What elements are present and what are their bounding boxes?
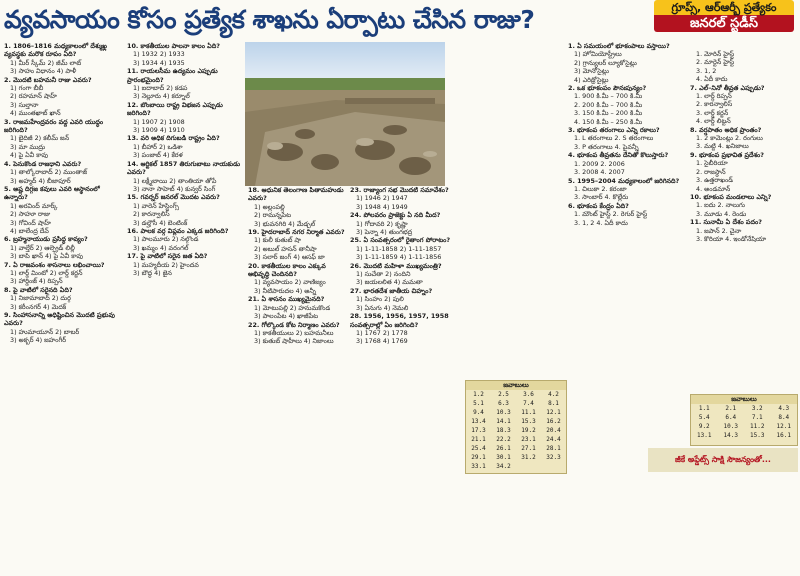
answer-cell: 11.1 bbox=[521, 409, 536, 416]
answer-row bbox=[691, 431, 797, 440]
question-text: 17. పై వాటిలో సరైన జత ఏది? bbox=[127, 252, 208, 261]
answer-option: 1) మహ్మదీయ 2) హైందవ bbox=[133, 260, 199, 269]
question-text: 8. వర్షపాతం అధిక ప్రాంతం? bbox=[690, 125, 762, 134]
question-text: 1. ఏ సమయంలో భూకంపాలు వస్తాయి? bbox=[568, 42, 670, 50]
answer-cell: 32.3 bbox=[546, 454, 561, 461]
answer-cell: 4.3 bbox=[778, 405, 790, 412]
question-text: 9. సింహాసనాన్ని అధిష్టించిన మొదటి ప్రభువు ఎవరు? bbox=[4, 311, 115, 328]
landscape-photo bbox=[245, 42, 445, 186]
answer-option: 3) అహ్మద్ 4) బీజాపూర్ bbox=[10, 176, 71, 185]
answer-option: 1) 1-11-1858 2) 1-11-1857 bbox=[356, 244, 442, 253]
answer-option: 1) కులీ కుతుబ్ షా bbox=[254, 236, 301, 245]
answer-row bbox=[466, 399, 566, 408]
answer-row bbox=[466, 444, 566, 453]
answer-option: 1. సైబీరియా bbox=[696, 159, 728, 168]
answer-cell: 27.1 bbox=[521, 445, 536, 452]
question-item bbox=[127, 101, 242, 135]
answer-option: 3. కొరియా 4. ఇండోనేషియా bbox=[696, 234, 767, 243]
answer-option: 2. కారన్వాలిస్ bbox=[696, 100, 733, 109]
answer-option: 3. లార్డ్ కర్జన్ bbox=[696, 108, 729, 117]
question-item bbox=[248, 262, 346, 296]
answer-option: 3) పెన్నా 4) తుంగభద్ర bbox=[356, 228, 413, 237]
answer-option: 1. ఐదు 2. నాలుగు bbox=[696, 201, 745, 210]
answer-option: 1) బైదిజీ 2) కలీమ్ జన్ bbox=[10, 134, 70, 143]
answer-option: 1. L తరంగాలు 2. S తరంగాలు bbox=[574, 134, 654, 143]
question-text: 23. రాజ్యాంగ సభ మొదటి సమావేశం? bbox=[350, 186, 449, 194]
answer-cell: 21.1 bbox=[471, 436, 486, 443]
answer-option: 3. 1, 2 bbox=[696, 66, 717, 75]
answer-cell: 23.1 bbox=[521, 436, 536, 443]
question-text: 10. కాకతీయుల పాలనా కాలం ఏది? bbox=[127, 42, 220, 50]
question-item bbox=[4, 311, 124, 345]
answer-option: 2) అబుల్ హసన్ తానీషా bbox=[254, 244, 317, 253]
answer-option: 1) పాలమూరు 2) నల్గొండ bbox=[133, 235, 199, 244]
question-item bbox=[690, 50, 798, 84]
question-text: 27. భారతదేశ జాతీయ చిహ్నం? bbox=[350, 286, 433, 295]
answer-option: 3. మట్టి 4. ఖనిజాలు bbox=[696, 142, 749, 151]
answer-option: 1) 1907 2) 1908 bbox=[133, 117, 185, 126]
question-text: 4. పెనుకొండ రాజధాని ఎవరు? bbox=[4, 159, 82, 168]
answer-cell: 31.2 bbox=[521, 454, 536, 461]
answer-cell: 18.3 bbox=[496, 427, 511, 434]
question-text: 8. పై వాటిలో సరైనది ఏది? bbox=[4, 285, 73, 294]
answer-cell: 16.1 bbox=[776, 432, 791, 439]
answer-cell: 15.3 bbox=[521, 418, 536, 425]
answer-option: 1) అరవింద్ మార్క్ bbox=[10, 201, 58, 210]
answer-cell: 14.3 bbox=[723, 432, 738, 439]
answer-cell bbox=[541, 462, 566, 471]
answer-row bbox=[466, 453, 566, 462]
answer-cell: 34.2 bbox=[496, 463, 511, 470]
question-item bbox=[4, 261, 124, 286]
question-text: 14. ఆర్టికల్ 1857 తిరుగుబాటు నాయకుడు ఎవరు? bbox=[127, 159, 241, 177]
answer-cell: 30.1 bbox=[496, 454, 511, 461]
question-text: 9. భూకంప ప్రభావిత ప్రదేశం? bbox=[690, 150, 765, 159]
question-text: 13. వరి అధిక దిగుబడి రాష్ట్రం ఏది? bbox=[127, 134, 220, 143]
answer-row bbox=[466, 462, 566, 471]
question-text: 18. ఆధునిక తెలంగాణ పితామహుడు ఎవరు? bbox=[248, 186, 344, 203]
answer-option: 3) పాలంపేట 4) ఖాజీపేట bbox=[254, 312, 319, 321]
answer-row bbox=[466, 390, 566, 399]
answer-option: 3) అక్బర్ 4) జహంగీర్ bbox=[10, 336, 67, 345]
question-text: 26. మొదటి మహిళా ముఖ్యమంత్రి? bbox=[350, 261, 442, 270]
answer-row bbox=[691, 404, 797, 413]
question-column-1 bbox=[4, 42, 124, 472]
answer-option: 3) సలార్ జంగ్ 4) ఆసఫ్ జా bbox=[254, 253, 325, 262]
answer-option: 1) మోటుపల్లి 2) హనుమకొండ bbox=[254, 303, 331, 312]
question-item bbox=[350, 262, 462, 287]
question-column-6 bbox=[690, 50, 798, 360]
answer-option: 4) ఎరిథ్రోసైట్లు bbox=[574, 75, 609, 84]
answer-option: 3) నెల్లూరు 4) కర్నూల్ bbox=[133, 92, 190, 101]
question-text: 21. ఏ శాసనం ముఖ్యమైనది? bbox=[248, 295, 325, 304]
question-item bbox=[568, 84, 686, 126]
answer-option: 1) 1946 2) 1947 bbox=[356, 194, 408, 203]
answer-cell: 3.2 bbox=[751, 405, 763, 412]
question-text: 20. కాకతీయుల కాలం ఎక్కువ అభివృద్ధి చెందినది? bbox=[248, 261, 326, 279]
answer-cell: 28.1 bbox=[546, 445, 561, 452]
answer-option: 3) సుల్తానా bbox=[10, 100, 39, 109]
answer-option: 1) నిజామాబాద్ 2) దుర్గ bbox=[10, 294, 71, 303]
question-item bbox=[568, 42, 686, 84]
question-text: 11. సునామీ ఏ దేశం పదం? bbox=[690, 218, 762, 227]
answer-cell: 16.2 bbox=[546, 418, 561, 425]
answer-cell: 19.2 bbox=[521, 427, 536, 434]
question-column-4 bbox=[350, 186, 462, 576]
answer-option: 1. జపాన్ 2. చైనా bbox=[696, 226, 742, 235]
answer-option: 2) సాహూ రాజు bbox=[10, 210, 51, 219]
answer-cell: 24.4 bbox=[546, 436, 561, 443]
answer-option: 3) బాపి ఖాన్ 4) పై ఏవీ కావు bbox=[10, 252, 83, 261]
question-column-2 bbox=[127, 42, 242, 472]
answer-option: 1) బీహార్ 2) ఒడిశా bbox=[133, 142, 183, 151]
answer-option: 1) సుచేతా 2) నందిని bbox=[356, 270, 411, 279]
question-item bbox=[127, 193, 242, 227]
question-item bbox=[690, 84, 798, 126]
question-item bbox=[350, 312, 462, 346]
answer-option: 4. ఏదీ కాదు bbox=[696, 75, 728, 84]
answer-cell: 4.2 bbox=[548, 391, 559, 398]
question-item bbox=[350, 186, 462, 211]
answer-cell: 6.4 bbox=[725, 414, 737, 421]
answer-option: 1) తాల్కోరాబాద్ 2) ముంతాజ్ bbox=[10, 168, 88, 177]
question-item bbox=[690, 151, 798, 193]
answer-row bbox=[466, 426, 566, 435]
answer-cell: 9.2 bbox=[698, 423, 710, 430]
answer-option: 3) మా ముద్రు bbox=[10, 142, 46, 151]
answer-cell: 12.1 bbox=[546, 409, 561, 416]
answer-option: 1) గంగా బీబీ bbox=[10, 84, 44, 93]
question-item bbox=[4, 185, 124, 235]
question-item bbox=[248, 295, 346, 320]
question-item bbox=[350, 211, 462, 236]
question-text: 22. గోల్కొండ కోట నిర్మాణం ఎవరు? bbox=[248, 320, 340, 329]
answer-option: 1) హోమియోస్ట్రీలు bbox=[574, 50, 622, 59]
answer-cell: 9.4 bbox=[473, 409, 484, 416]
answer-cell: 10.3 bbox=[723, 423, 738, 430]
answer-option: 4) బాలేంద్ర దేవ్ bbox=[10, 226, 49, 235]
footer-credit: జీకే అప్డేట్స్ సాక్షి సౌజన్యంతో... bbox=[648, 448, 798, 472]
question-item bbox=[4, 76, 124, 118]
answer-option: 1) అల్లంపల్లి bbox=[254, 202, 285, 211]
answer-option: 2. 200 కి.మీ – 700 కి.మీ bbox=[574, 100, 643, 109]
question-item bbox=[248, 186, 346, 228]
answer-option: 3) భువనగిరి 4) మేడ్చల్ bbox=[254, 219, 316, 228]
answer-option: 2) రామన్నపేట bbox=[254, 211, 292, 220]
answer-option: 3. మూడు 4. రెండు bbox=[696, 209, 747, 218]
answer-row bbox=[466, 417, 566, 426]
answer-cell: 15.3 bbox=[750, 432, 765, 439]
answer-cell: 2.1 bbox=[725, 405, 737, 412]
question-item bbox=[248, 321, 346, 346]
question-text: 15. గవర్నర్ జనరల్ మొదట ఎవరు? bbox=[127, 193, 220, 202]
answer-option: 3) నీటిపారుదల 4) అన్నీ bbox=[254, 286, 317, 295]
answer-option: 3) గోవింద్ షాహ్ bbox=[10, 218, 51, 227]
answer-option: 3) 1934 4) 1935 bbox=[133, 58, 185, 67]
question-text: 2. మొదటి బహమనీ రాజు ఎవరు? bbox=[4, 75, 92, 84]
question-text: 6. భూకంప కేంద్రం ఏది? bbox=[568, 201, 629, 210]
question-column-5 bbox=[568, 42, 686, 472]
answer-cell: 11.2 bbox=[750, 423, 765, 430]
answer-option: 3) మోనోసైట్లు bbox=[574, 67, 609, 76]
question-text: 28. 1956, 1956, 1957, 1958 సంవత్సరాల్లో ఏం జరిగింది? bbox=[350, 312, 449, 329]
answer-option: 3) కరీంనగర్ 4) మెదక్ bbox=[10, 302, 67, 311]
answer-key-title: జవాబులు bbox=[466, 381, 566, 390]
answer-option: 1) మీర్ స్కీమ్ 2) జీమ్ లాట్ bbox=[10, 58, 82, 67]
answer-option: 1. లార్డ్ రిప్పన్ bbox=[696, 92, 732, 101]
answer-option: 3) 1-11-1859 4) 1-11-1856 bbox=[356, 253, 442, 262]
answer-key-center bbox=[465, 380, 567, 474]
answer-option: 4) ముంతఖాబ్ ఖాన్ bbox=[10, 109, 61, 118]
answer-option: 1) వాల్తేర్ 2) ఆల్ఫ్రెడ్ లిల్లీ bbox=[10, 243, 75, 252]
section-tag bbox=[654, 0, 794, 44]
answer-cell: 33.1 bbox=[471, 463, 486, 470]
question-text: 11. రాయలసీమ ఉద్యమం ఎప్పుడు ప్రారంభమైంది? bbox=[127, 67, 218, 84]
answer-option: 1) హుమాయూన్ 2) బాబర్ bbox=[10, 327, 80, 336]
headline: వ్యవసాయం కోసం ప్రత్యేక శాఖను ఏర్పాటు చేసిన రాజు? bbox=[4, 5, 535, 34]
answer-cell: 26.1 bbox=[496, 445, 511, 452]
question-item bbox=[4, 235, 124, 260]
answer-option: 1) లార్డ్ మింటో 2) లార్డ్ కర్జన్ bbox=[10, 268, 83, 277]
section-tag-top: గ్రూప్స్, ఆర్ఆర్బీ ప్రత్యేకం bbox=[654, 0, 794, 15]
answer-option: 3) హార్డింజ్ 4) రిప్పన్ bbox=[10, 277, 63, 286]
answer-cell: 12.1 bbox=[776, 423, 791, 430]
answer-option: 2) గ్రాన్యులర్ ల్యూకోసైట్లు bbox=[574, 58, 637, 67]
answer-cell: 7.4 bbox=[523, 400, 534, 407]
answer-cell: 2.5 bbox=[498, 391, 509, 398]
answer-cell: 6.3 bbox=[498, 400, 509, 407]
answer-option: 4. లార్డ్ లిట్టన్ bbox=[696, 117, 731, 126]
answer-option: 3) కుతుబ్ షాహీలు 4) నిజాంలు bbox=[254, 337, 334, 346]
question-text: 16. పాలక వర్గ విప్లవం ఎక్కడ జరిగింది? bbox=[127, 226, 229, 235]
answer-option: 1. 2009 2. 2006 bbox=[574, 159, 625, 168]
answer-option: 1) 1767 2) 1778 bbox=[356, 328, 408, 337]
answer-cell: 22.2 bbox=[496, 436, 511, 443]
answer-cell: 10.3 bbox=[496, 409, 511, 416]
answer-option: 3. ఉత్తరాఖండ్ bbox=[696, 176, 733, 185]
question-text: 4. భూకంప తీవ్రతను దేనితో కొలుస్తారు? bbox=[568, 151, 669, 160]
question-item bbox=[568, 177, 686, 202]
question-text: 25. ఏ సంవత్సరంలో రైతాంగ పోరాటం? bbox=[350, 236, 451, 245]
answer-cell: 20.4 bbox=[546, 427, 561, 434]
question-text: 24. పోలవరం ప్రాజెక్టు ఏ నది మీద? bbox=[350, 211, 441, 220]
question-item bbox=[127, 42, 242, 67]
answer-option: 3. 150 కి.మీ – 200 కి.మీ bbox=[574, 109, 643, 118]
question-text: 7. ఎల్–నినో తీవ్రత ఎప్పుడు? bbox=[690, 83, 765, 92]
answer-row bbox=[466, 435, 566, 444]
answer-cell: 14.1 bbox=[496, 418, 511, 425]
answer-option: 1. చిలుకా 2. కరంజా bbox=[574, 184, 627, 193]
answer-option: 3) సాహు విధానం 4) పాళీ bbox=[10, 67, 77, 76]
answer-option: 1. మౌంట్ హైస్ట్ 2. రెగుర్ హైస్ట్ bbox=[574, 210, 648, 219]
answer-key-right bbox=[690, 394, 798, 446]
answer-option: 3. 1, 2 4. ఏదీ కాదు bbox=[574, 218, 628, 227]
answer-option: 1) ఐదాబాద్ 2) కడప bbox=[133, 84, 188, 93]
question-text: 2. ఒక భూకంపం పౌనఃపున్యం? bbox=[568, 84, 647, 93]
question-item bbox=[127, 134, 242, 159]
question-item bbox=[4, 118, 124, 160]
answer-cell: 17.3 bbox=[471, 427, 486, 434]
question-item bbox=[4, 42, 124, 76]
question-item bbox=[350, 287, 462, 312]
question-text: 7. ఏ రాజవంశం శాసనాలు లభించాయి? bbox=[4, 260, 105, 269]
question-text: 5. 1995–2004 మధ్యకాలంలో జరిగినది? bbox=[568, 176, 680, 185]
question-item bbox=[127, 67, 242, 101]
answer-option: 3. సాంబార్ 4. కొల్లేరు bbox=[574, 193, 629, 202]
answer-cell: 7.1 bbox=[751, 414, 763, 421]
question-item bbox=[248, 228, 346, 262]
answer-cell: 25.4 bbox=[471, 445, 486, 452]
answer-option: 1. 900 కి.మీ – 700 కి.మీ bbox=[574, 92, 643, 101]
answer-option: 1) లక్ష్మీబాయి 2) తాంతియా తోపే bbox=[133, 176, 217, 185]
answer-option: 1) కాకతీయులు 2) బహమనీలు bbox=[254, 328, 334, 337]
answer-option: 3) 1948 4) 1949 bbox=[356, 202, 408, 211]
question-item bbox=[4, 160, 124, 185]
answer-option: 3) ఏనుగు 4) నెమలి bbox=[356, 303, 409, 312]
answer-row bbox=[691, 422, 797, 431]
answer-option: 2. రాజస్థాన్ bbox=[696, 167, 726, 176]
answer-cell: 8.1 bbox=[548, 400, 559, 407]
section-tag-bottom: జనరల్ స్టడీస్ bbox=[654, 15, 794, 32]
question-item bbox=[568, 126, 686, 151]
answer-option: 1. మోరిన్ హైస్ట్ bbox=[696, 50, 735, 58]
answer-cell: 5.4 bbox=[698, 414, 710, 421]
question-text: 19. హైదరాబాద్ నగర నిర్మాత ఎవరు? bbox=[248, 228, 345, 237]
question-item bbox=[127, 160, 242, 194]
answer-cell: 1.1 bbox=[698, 405, 710, 412]
answer-option: 1) గోదావరి 2) కృష్ణా bbox=[356, 219, 408, 228]
question-column-3 bbox=[248, 186, 346, 426]
answer-option: 3) 1768 4) 1769 bbox=[356, 337, 408, 346]
answer-option: 4. 150 కి.మీ – 250 కి.మీ bbox=[574, 117, 643, 126]
answer-option: 3) 1909 4) 1910 bbox=[133, 126, 185, 135]
answer-option: 1) సింహం 2) పులి bbox=[356, 295, 404, 304]
answer-cell: 13.4 bbox=[471, 418, 486, 425]
answer-option: 3. 2008 4. 2007 bbox=[574, 168, 625, 177]
answer-cell: 13.1 bbox=[697, 432, 712, 439]
answer-option: 3) డల్హౌసీ 4) బెంటింక్ bbox=[133, 218, 188, 227]
answer-cell: 3.6 bbox=[523, 391, 534, 398]
answer-row bbox=[691, 413, 797, 422]
question-item bbox=[568, 151, 686, 176]
answer-option: 1) వారెన్ హేస్టింగ్స్ bbox=[133, 201, 179, 210]
question-text: 3. రాజమహేంద్రవరం వద్ద ఎవరి యుద్ధం జరిగింది? bbox=[4, 117, 104, 135]
question-item bbox=[4, 286, 124, 311]
question-text: 12. బొంబాయి రాష్ట్ర విభజన ఎప్పుడు జరిగింది? bbox=[127, 100, 223, 118]
question-item bbox=[690, 126, 798, 151]
answer-option: 3) ఖమ్మం 4) వరంగల్ bbox=[133, 243, 189, 252]
answer-option: 2) కారన్వాలిస్ bbox=[133, 210, 170, 219]
answer-cell: 1.2 bbox=[473, 391, 484, 398]
answer-option: 1) 1932 2) 1933 bbox=[133, 50, 185, 59]
answer-option: 3) జయలలిత 4) మమతా bbox=[356, 278, 423, 287]
question-text: 5. అష్ట దిగ్గజ కవులు ఎవరి ఆస్థానంలో ఉన్నారు? bbox=[4, 184, 100, 202]
answer-option: 3) బౌద్ధ 4) జైన bbox=[133, 268, 172, 277]
answer-option: 3. P తరంగాలు 4. పైవన్నీ bbox=[574, 142, 639, 151]
answer-option: 2. మార్టెన్ హైస్ట్ bbox=[696, 58, 735, 67]
question-item bbox=[127, 227, 242, 252]
answer-option: 3) పంజాబ్ 4) కేరళ bbox=[133, 151, 183, 160]
answer-option: 2) రహమాన్ షాహ్ bbox=[10, 92, 57, 101]
question-item bbox=[690, 193, 798, 218]
question-item bbox=[568, 202, 686, 227]
question-item bbox=[350, 236, 462, 261]
question-text: 1. 1806–1816 మధ్యకాలంలో దేశ్ముఖ్ల వ్యవస్థకు మరొక రూపం ఏది? bbox=[4, 42, 107, 59]
answer-option: 3) నానా సాహెబ్ 4) కున్వర్ సింగ్ bbox=[133, 184, 216, 193]
answer-option: 4) పై ఏవీ కావు bbox=[10, 151, 49, 160]
question-text: 6. బ్రహ్మనాయుడు ప్రసిద్ధ కావ్యం? bbox=[4, 235, 88, 244]
answer-cell bbox=[516, 462, 541, 471]
answer-option: 4. అండమాన్ bbox=[696, 184, 731, 193]
answer-cell: 29.1 bbox=[471, 454, 486, 461]
question-item bbox=[690, 218, 798, 243]
answer-option: 1. 2 కామెంట్లు 2. రంగులు bbox=[696, 134, 763, 143]
answer-option: 1) వ్యవసాయం 2) వాణిజ్యం bbox=[254, 278, 326, 287]
question-text: 3. భూకంప తరంగాలు ఎన్ని రకాలు? bbox=[568, 126, 660, 135]
answer-cell: 8.4 bbox=[778, 414, 790, 421]
question-item bbox=[127, 252, 242, 277]
answer-row bbox=[466, 408, 566, 417]
question-text: 10. భూకంప మండలాలు ఎన్ని? bbox=[690, 192, 772, 201]
answer-key-title: జవాబులు bbox=[691, 395, 797, 404]
answer-cell: 5.1 bbox=[473, 400, 484, 407]
